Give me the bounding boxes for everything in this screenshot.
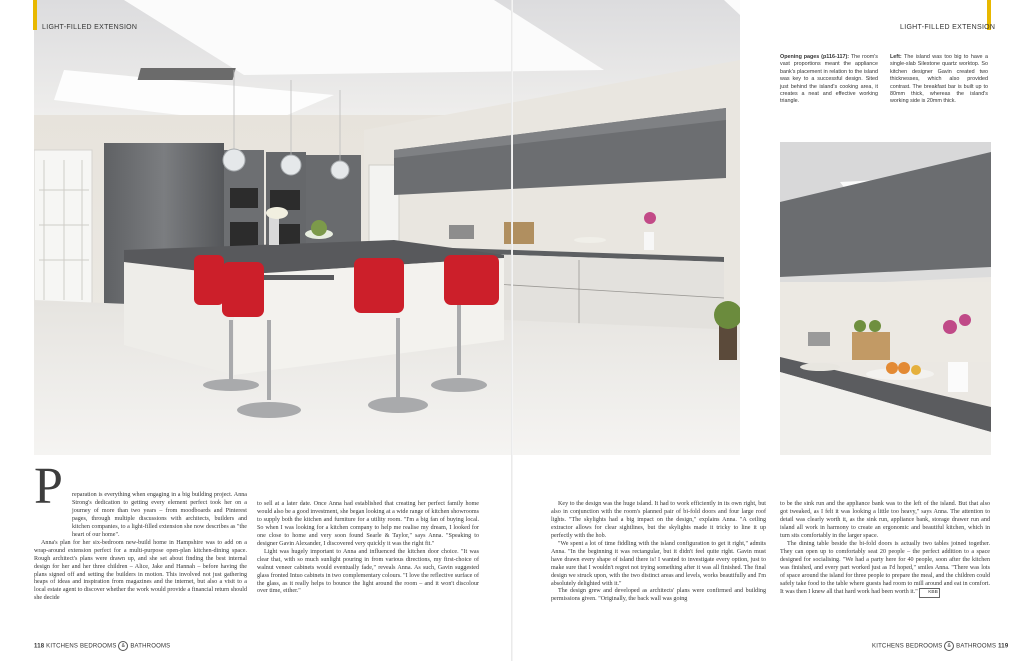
paragraph: to sell at a later date. Once Anna had established that creating her perfect family home would also be a good investment, she began looking at a wide range of kitchen showrooms to supply both the kitchen and furniture for a utility room. "I'm a big fan of buying local. So when I was looking for a kitchen company to help me realise my dream, I looked for one close to home and very soon found Searle & Taylor," says Anna. "Speaking to designer Gavin Alexander, I discovered very quickly it was the right fit." (257, 501, 479, 547)
section-accent-bar-left (33, 0, 37, 30)
section-tag-left: LIGHT-FILLED EXTENSION (42, 24, 138, 31)
article-column-4 (780, 501, 990, 598)
magazine-name-bathrooms: BATHROOMS (130, 643, 171, 650)
caption-opening-text: The room's vast proportions meant the appliance bank's placement in relation to the island was key to a successful design. Sited just behind the island's cooking area, it creates a neat and effective working triangle. (780, 54, 878, 105)
paragraph-text: The dining table beside the bi-fold doors is actually two tables joined together. They can open up to comfortably seat 20 people – the perfect addition to a space designed for socialising. "We had a party here for 40 people, soon after the kitchen was finished, and every part worked just as I'd hoped," smiles Anna. "There was lots of space around the island for three people to prepare the meal, and the children could safely take food to the table where guests had room to mill around and eat in comfort. It was then I knew all that hard work had been worth it." (780, 540, 990, 596)
folio-right (872, 641, 1008, 651)
article-column-3 (551, 501, 766, 604)
kitchen-photo-side (780, 142, 991, 455)
paragraph: Light was hugely important to Anna and influenced the kitchen door choice. "It was clear that, with so much sunlight pouring in from various directions, my first-choice of walnut veneer cabinets would eventually fade," reveals Anna. As such, Gavin suggested glass fronted Intuo cabinets in two complementary colours. "I love the reflective surface of the glass, as it really helps to bounce the light around the room – and it won't discolour over time, either." (257, 548, 479, 595)
caption-left-text: The island was too big to have a single-slab Silestone quartz worktop. So kitchen designer Gavin created two thicknesses, which also provided contrast. The breakfast bar is built up to 80mm thick, whereas the island's working side is 20mm thick. (890, 54, 988, 105)
caption-left (890, 54, 988, 106)
drop-cap: P (34, 458, 63, 515)
caption-opening-lead: Opening pages (p116-117): (780, 54, 850, 60)
article-column-1 (34, 492, 247, 603)
kitchen-photo-side-illustration (780, 142, 991, 455)
paragraph: reparation is everything when engaging in a big building project. Anna Strong's dedication to getting every element perfect took her on a journey of more than two years – from moodboards and Pinterest pages, through multiple discussions with architects, builders and kitchen companies, to a light-filled extension she now describes as "the heart of our home". (72, 492, 247, 538)
kitchen-photo-main-illustration (34, 0, 740, 455)
end-mark: KBB (919, 588, 940, 598)
magazine-ampersand-icon: & (944, 641, 954, 651)
magazine-name-kitchens: KITCHENS BEDROOMS (46, 643, 117, 650)
magazine-ampersand-icon: & (118, 641, 128, 651)
paragraph (780, 541, 990, 599)
paragraph: Anna's plan for her six-bedroom new-build home in Hampshire was to add on a wrap-around extension perfect for a multi-purpose open-plan kitchen-dining space. Rough architect's plans were drawn up, and she set about finding the best internal design for her and her three children – Alice, Jake and Hannah – before having the plans signed off and setting the builders in motion. This involved not just gathering heaps of ideas and inspiration from magazines and the internet, but also a visit to a local estate agent to discover whether the work would provide a financial return should she decide (34, 539, 247, 602)
kitchen-photo-main (34, 0, 740, 455)
paragraph: Key to the design was the huge island. It had to work efficiently in its own right, but also in conjunction with the room's planned pair of bi-fold doors and four large roof lights. "The skylights had a big impact on the design," explains Anna. "A ceiling extractor allows for clear sightlines, but the skylights made it tricky to line it up perfectly with the hob. (551, 501, 766, 539)
magazine-name-kitchens: KITCHENS BEDROOMS (872, 643, 943, 650)
page-gutter (511, 0, 513, 661)
section-tag-right: LIGHT-FILLED EXTENSION (900, 24, 996, 31)
caption-left-lead: Left: (890, 54, 902, 60)
magazine-name-bathrooms: BATHROOMS (956, 643, 997, 650)
paragraph: to be the sink run and the appliance bank was to the left of the island. But that also got tweaked, as I felt it was looking a little too heavy," says Anna. The attention to detail was clearly worth it, as the sink run, appliance bank, storage drawer run and island all work in harmony to create an ergonomic and beautiful kitchen, which in turn sits comfortably in the larger space. (780, 501, 990, 539)
caption-opening-pages (780, 54, 878, 106)
article-column-2 (257, 501, 479, 596)
page-number-left: 118 (34, 643, 45, 650)
folio-left (34, 641, 170, 651)
paragraph: The design grew and developed as architects' plans were confirmed and building permissions given. "Originally, the back wall was going (551, 588, 766, 603)
paragraph: "We spent a lot of time fiddling with the island configuration to get it right," admits Anna. "In the beginning it was rectangular, but it didn't feel quite right. Gavin must have drawn every shape of island there is! I wanted to investigate every option, just to make sure that I wouldn't regret not trying something after it was all finished. The final design we struck upon, with the two distinct areas and levels, works beautifully and I'm absolutely delighted with it." (551, 540, 766, 587)
page-number-right: 119 (998, 643, 1009, 650)
